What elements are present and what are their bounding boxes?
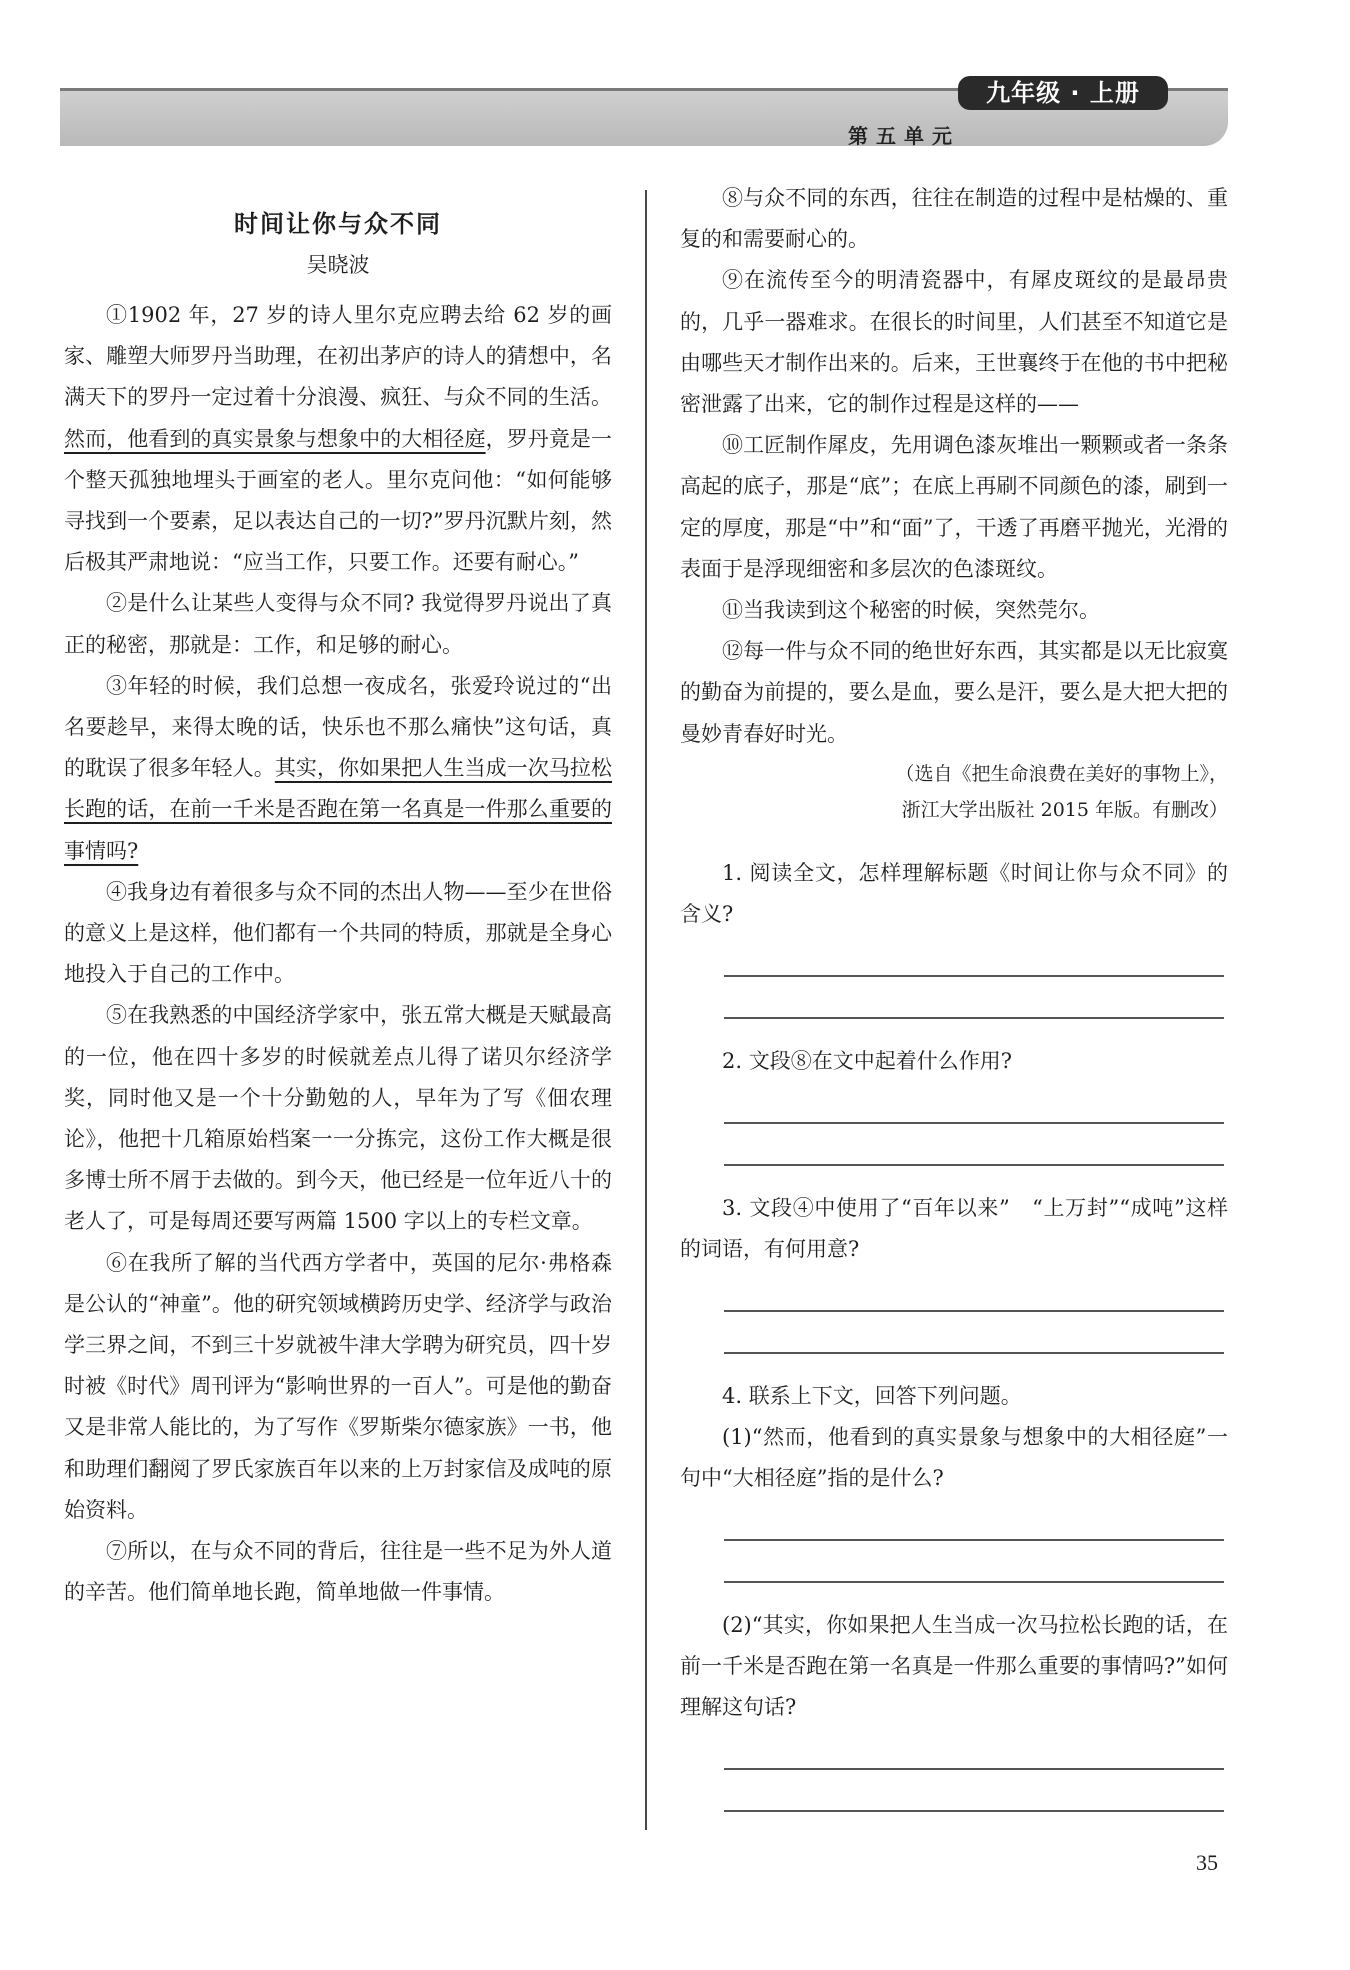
paragraph-1: [64, 295, 612, 583]
paragraph-10: ⑩工匠制作犀皮，先用调色漆灰堆出一颗颗或者一条条高起的底子，那是“底”；在底上再刷不同颜色的漆，刷到一定的厚度，那是“中”和“面”了，干透了再磨平抛光，光滑的表面于是浮现细密和多层次的色漆斑纹。: [680, 433, 1228, 581]
paragraph-11: ⑪当我读到这个秘密的时候，突然莞尔。: [722, 598, 1100, 623]
unit-label: 第五单元: [848, 124, 960, 148]
question-3-text: 3. 文段④中使用了“百年以来” “上万封”“成吨”这样的词语，有何用意?: [680, 1195, 1228, 1261]
question-4: [680, 1376, 1228, 1812]
paragraph-1-text: ①1902 年，27 岁的诗人里尔克应聘去给 62 岁的画家、雕塑大师罗丹当助理，在初出茅庐的诗人的猜想中，名满天下的罗丹一定过着十分浪漫、疯狂、与众不同的生活。: [64, 303, 612, 410]
article-title: 时间让你与众不同: [234, 210, 442, 238]
question-2-text: 2. 文段⑧在文中起着什么作用?: [722, 1048, 1012, 1073]
column-divider: [645, 190, 647, 1830]
paragraph-1-text-cont: ，罗丹竟是一个整天孤独地埋头于画室的老人。里尔克问他：“如何能够寻找到一个要素，足以表达自己的一切?”罗丹沉默片刻，然后极其严肃地说：“应当工作，只要工作。还要有耐心。”: [64, 426, 613, 575]
underlined-sentence-2: 其实，你如果把人生当成一次马拉松长跑的话，在前一千米是否跑在第一名真是一件那么重要的事情吗?: [64, 756, 613, 863]
question-3: [680, 1188, 1228, 1354]
question-4-1-text: (1)“然而，他看到的真实景象与想象中的大相径庭”一句中“大相径庭”指的是什么?: [680, 1424, 1228, 1490]
question-4-text: 4. 联系上下文，回答下列问题。: [722, 1383, 1022, 1408]
paragraph-3-text: ③年轻的时候，我们总想一夜成名，张爱玲说过的“出名要趁早，来得太晚的话，快乐也不那么痛快”这句话，真的耽误了很多年轻人。: [64, 673, 612, 781]
paragraph-5: ⑤在我熟悉的中国经济学家中，张五常大概是天赋最高的一位，他在四十多岁的时候就差点儿得了诺贝尔经济学奖，同时他又是一个十分勤勉的人，早年为了写《佃农理论》，他把十几箱原始档案一一分拣完，这份工作大概是很多博士所不屑于去做的。到今天，他已经是一位年近八十的老人了，可是每周还要写两篇 1500 字以上的专栏文章。: [64, 1003, 612, 1234]
answer-line[interactable]: [724, 1352, 1224, 1354]
paragraph-12: ⑫每一件与众不同的绝世好东西，其实都是以无比寂寞的勤奋为前提的，要么是血，要么是汗，要么是大把大把的曼妙青春好时光。: [680, 639, 1228, 746]
answer-line[interactable]: [724, 1810, 1224, 1812]
question-1: [680, 853, 1228, 1019]
paragraph-4: ④我身边有着很多与众不同的杰出人物——至少在世俗的意义上是这样，他们都有一个共同的特质，那就是全身心地投入于自己的工作中。: [64, 879, 612, 987]
grade-label: 九年级 · 上册: [958, 76, 1168, 110]
page-number: 35: [1196, 1850, 1218, 1875]
question-4-2-text: (2)“其实，你如果把人生当成一次马拉松长跑的话，在前一千米是否跑在第一名真是一件那么重要的事情吗?”如何理解这句话?: [680, 1612, 1228, 1719]
paragraph-6: ⑥在我所了解的当代西方学者中，英国的尼尔·弗格森是公认的“神童”。他的研究领域横跨历史学、经济学与政治学三界之间，不到三十岁就被牛津大学聘为研究员，四十岁时被《时代》周刊评为“影响世界的一百人”。可是他的勤奋又是非常人能比的，为了写作《罗斯柴尔德家族》一书，他和助理们翻阅了罗氏家族百年以来的上万封家信及成吨的原始资料。: [64, 1250, 612, 1522]
right-column: [680, 178, 1228, 1812]
paragraph-7: ⑦所以，在与众不同的背后，往往是一些不足为外人道的辛苦。他们简单地长跑，简单地做一件事情。: [64, 1539, 612, 1605]
source-line-2: 浙江大学出版社 2015 年版。有删改）: [901, 798, 1228, 821]
source-line-1: （选自《把生命浪费在美好的事物上》，: [895, 762, 1228, 785]
left-column: [64, 200, 612, 1614]
paragraph-9: ⑨在流传至今的明清瓷器中，有犀皮斑纹的是最昂贵的，几乎一器难求。在很长的时间里，人们甚至不知道它是由哪些天才制作出来的。后来，王世襄终于在他的书中把秘密泄露了出来，它的制作过程是这样的——: [680, 268, 1228, 417]
paragraph-3: [64, 666, 612, 872]
question-1-text: 1. 阅读全文，怎样理解标题《时间让你与众不同》的含义?: [680, 860, 1228, 926]
article-author: 吴晓波: [306, 253, 370, 277]
answer-line[interactable]: [724, 1164, 1224, 1166]
underlined-sentence-1: 然而，他看到的真实景象与想象中的大相径庭: [64, 426, 486, 451]
question-2: [680, 1041, 1228, 1166]
answer-line[interactable]: [724, 1017, 1224, 1019]
paragraph-8: ⑧与众不同的东西，往往在制造的过程中是枯燥的、重复的和需要耐心的。: [680, 186, 1228, 252]
paragraph-2: ②是什么让某些人变得与众不同? 我觉得罗丹说出了真正的秘密，那就是：工作，和足够的耐心。: [64, 591, 612, 657]
